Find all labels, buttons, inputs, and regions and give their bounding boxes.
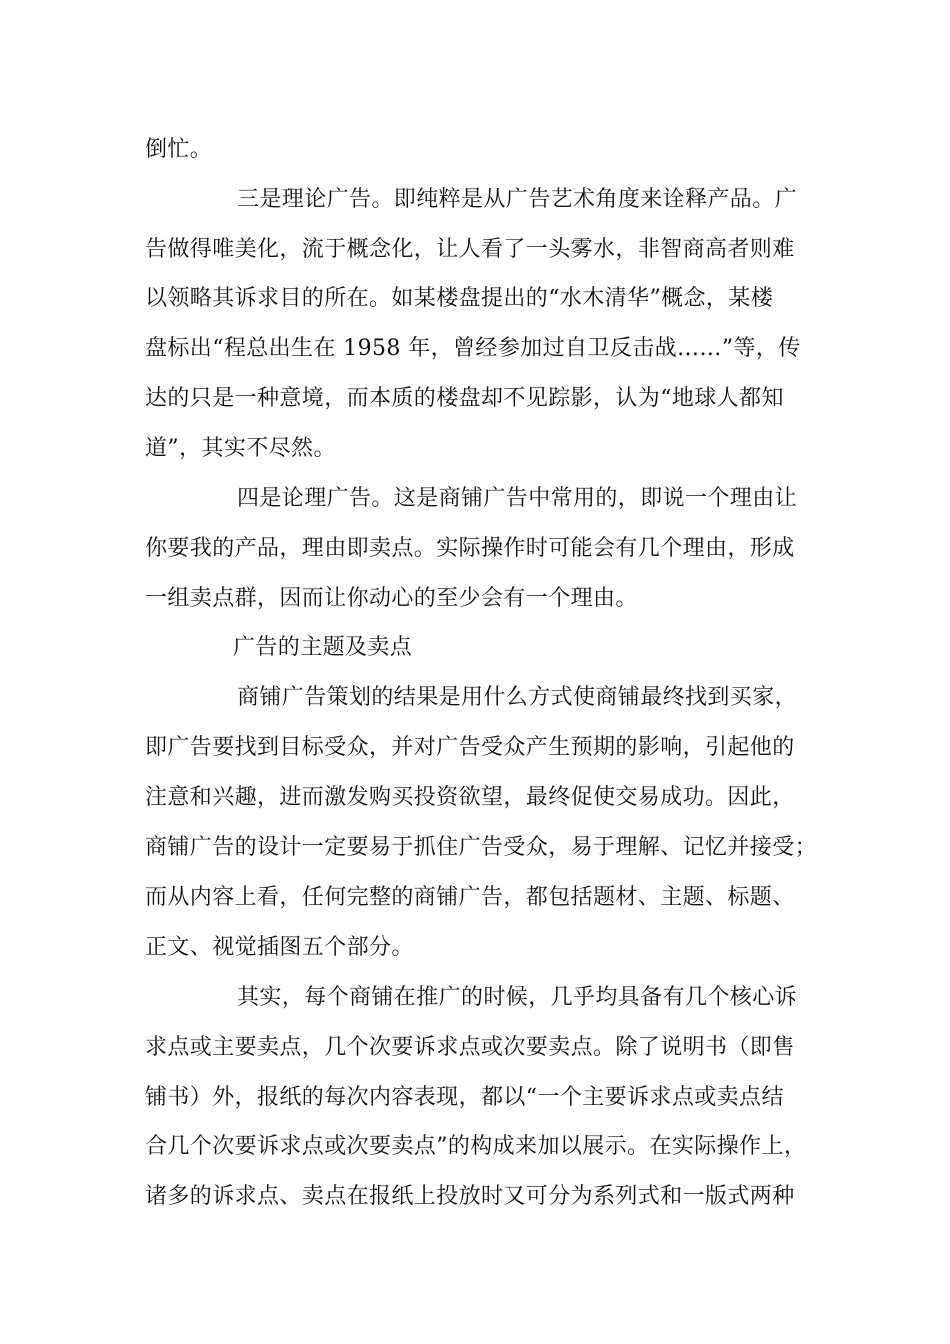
paragraph-line: 一组卖点群，因而让你动心的至少会有一个理由。: [145, 586, 638, 611]
paragraph-line: 三是理论广告。即纯粹是从广告艺术角度来诠释产品。广: [237, 187, 798, 212]
paragraph-line: 达的只是一种意境，而本质的楼盘却不见踪影，认为“地球人都知: [145, 386, 784, 411]
paragraph-line: 你要我的产品，理由即卖点。实际操作时可能会有几个理由，形成: [145, 536, 795, 561]
paragraph-line: 求点或主要卖点，几个次要诉求点或次要卖点。除了说明书（即售: [145, 1035, 795, 1060]
section-heading: 广告的主题及卖点: [233, 635, 413, 660]
paragraph-line: 注意和兴趣，进而激发购买投资欲望，最终促使交易成功。因此，: [145, 785, 795, 810]
paragraph-line: 以领略其诉求目的所在。如某楼盘提出的“水木清华”概念，某楼: [145, 286, 774, 311]
paragraph-line: 商铺广告的设计一定要易于抓住广告受众，易于理解、记忆并接受；: [145, 835, 818, 860]
paragraph-line: 商铺广告策划的结果是用什么方式使商铺最终找到买家，: [237, 685, 798, 710]
paragraph-line: 合几个次要诉求点或次要卖点”的构成来加以展示。在实际操作上，: [145, 1134, 807, 1159]
paragraph-line: 正文、视觉插图五个部分。: [145, 935, 414, 960]
paragraph-line: 四是论理广告。这是商铺广告中常用的，即说一个理由让: [237, 486, 798, 511]
paragraph-line: 诸多的诉求点、卖点在报纸上投放时又可分为系列式和一版式两种: [145, 1184, 795, 1209]
paragraph-line: 而从内容上看，任何完整的商铺广告，都包括题材、主题、标题、: [145, 885, 795, 910]
paragraph-line: 其实，每个商铺在推广的时候，几乎均具备有几个核心诉: [237, 985, 798, 1010]
paragraph-line: 倒忙。: [145, 137, 213, 162]
paragraph-line: 盘标出“程总出生在 1958 年，曾经参加过自卫反击战……”等，传: [145, 336, 801, 361]
paragraph-line: 铺书）外，报纸的每次内容表现，都以“一个主要诉求点或卖点结: [145, 1085, 784, 1110]
paragraph-line: 即广告要找到目标受众，并对广告受众产生预期的影响，引起他的: [145, 735, 795, 760]
paragraph-line: 道”，其实不尽然。: [145, 436, 336, 461]
paragraph-line: 告做得唯美化，流于概念化，让人看了一头雾水，非智商高者则难: [145, 237, 795, 262]
